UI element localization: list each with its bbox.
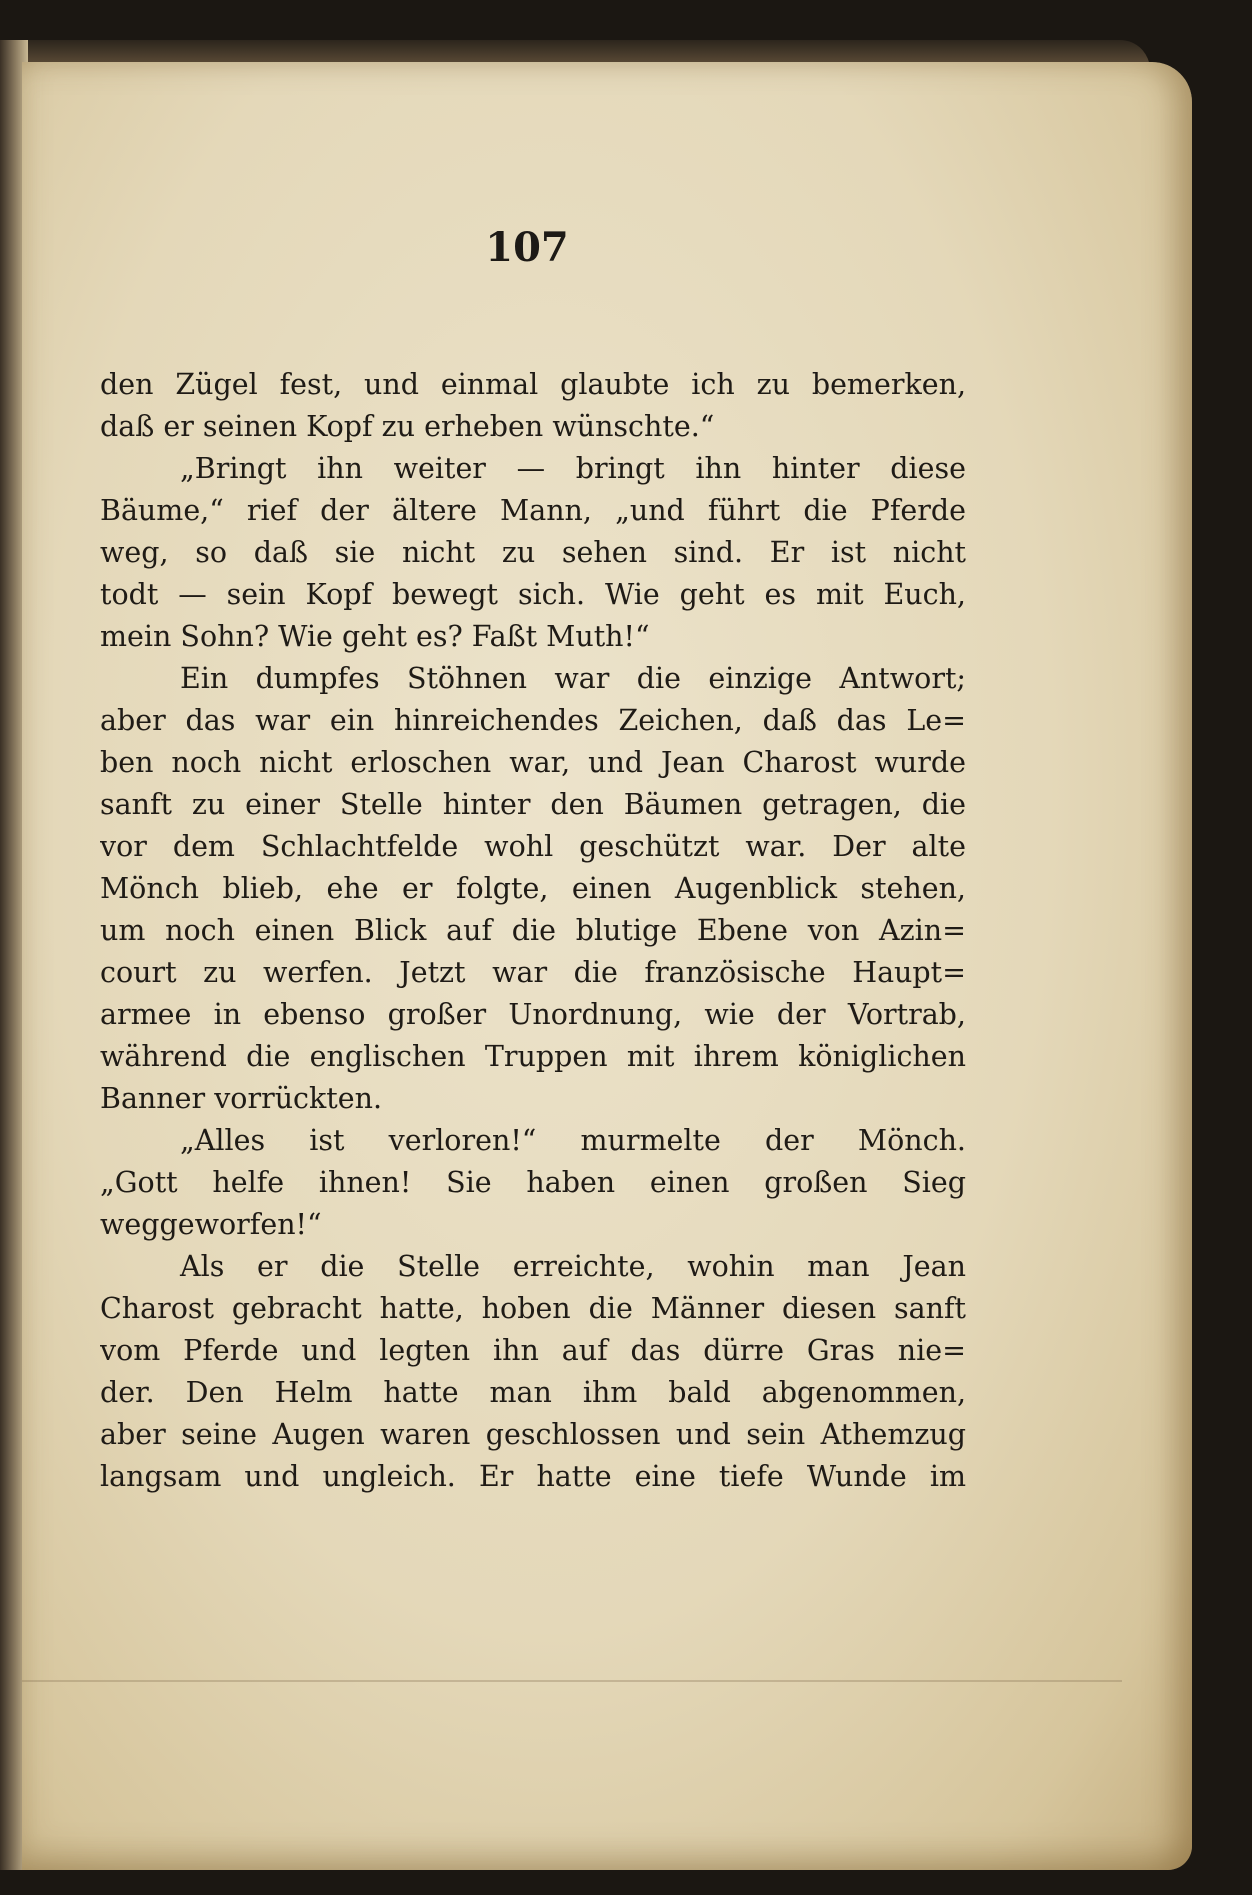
text-line: court zu werfen. Jetzt war die französische Haupt=	[100, 956, 966, 989]
text-line: aber seine Augen waren geschlossen und sein Athemzug	[100, 1418, 966, 1451]
text-line: armee in ebenso großer Unordnung, wie der Vortrab,	[100, 998, 966, 1031]
text-line: mein Sohn? Wie geht es? Faßt Muth!“	[100, 620, 650, 653]
text-line: „Gott helfe ihnen! Sie haben einen großen Sieg	[100, 1166, 966, 1199]
text-line: ben noch nicht erloschen war, und Jean Charost wurde	[100, 746, 966, 779]
page-text	[100, 364, 966, 1498]
text-line: Charost gebracht hatte, hoben die Männer diesen sanft	[100, 1292, 966, 1325]
text-line: während die englischen Truppen mit ihrem königlichen	[100, 1040, 966, 1073]
text-line: langsam und ungleich. Er hatte eine tiefe Wunde im	[100, 1460, 966, 1493]
book-page	[22, 62, 1192, 1870]
page-number: 107	[485, 224, 569, 271]
text-line: der. Den Helm hatte man ihm bald abgenommen,	[100, 1376, 966, 1409]
text-line: aber das war ein hinreichendes Zeichen, daß das Le=	[100, 704, 966, 737]
text-line: weggeworfen!“	[100, 1208, 322, 1241]
text-line: Bäume,“ rief der ältere Mann, „und führt die Pferde	[100, 494, 966, 527]
text-line: Mönch blieb, ehe er folgte, einen Augenblick stehen,	[100, 872, 966, 905]
text-line: Banner vorrückten.	[100, 1082, 383, 1115]
text-line: todt — sein Kopf bewegt sich. Wie geht es mit Euch,	[100, 578, 966, 611]
text-line: Als er die Stelle erreichte, wohin man Jean	[180, 1250, 966, 1283]
text-line: weg, so daß sie nicht zu sehen sind. Er ist nicht	[100, 536, 966, 569]
text-line: sanft zu einer Stelle hinter den Bäumen getragen, die	[100, 788, 966, 821]
text-line: den Zügel fest, und einmal glaubte ich zu bemerken,	[100, 368, 966, 401]
text-line: Ein dumpfes Stöhnen war die einzige Antwort;	[180, 662, 966, 695]
text-line: daß er seinen Kopf zu erheben wünschte.“	[100, 410, 715, 443]
text-line: „Bringt ihn weiter — bringt ihn hinter diese	[180, 452, 966, 485]
text-line: „Alles ist verloren!“ murmelte der Mönch.	[180, 1124, 966, 1157]
text-line: vor dem Schlachtfelde wohl geschützt war. Der alte	[100, 830, 966, 863]
text-line: vom Pferde und legten ihn auf das dürre Gras nie=	[100, 1334, 966, 1367]
page-bottom-divider	[22, 1680, 1122, 1682]
text-line: um noch einen Blick auf die blutige Ebene von Azin=	[100, 914, 966, 947]
